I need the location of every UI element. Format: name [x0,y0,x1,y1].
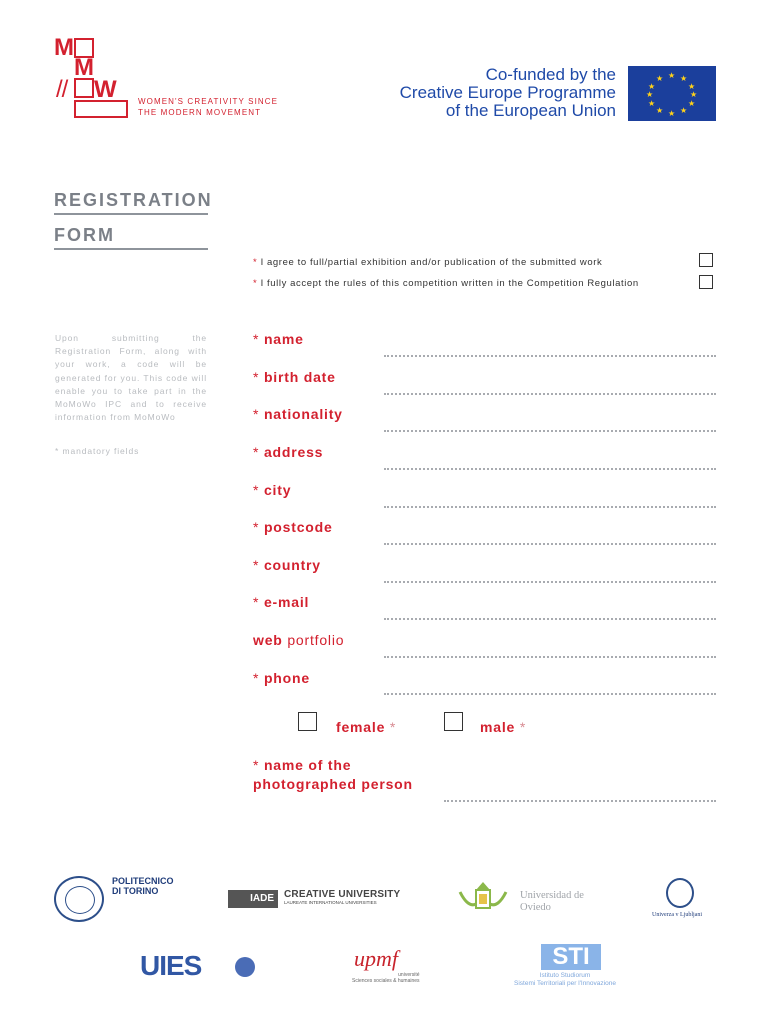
male-label: male * [480,719,527,735]
eu-cofunded-text [380,66,616,120]
asterisk: * [253,257,258,268]
web-portfolio-field[interactable] [384,656,716,658]
female-checkbox[interactable] [298,712,317,731]
email-label: * e-mail [253,594,310,610]
phone-label: * phone [253,670,310,686]
upmf-subtitle: université Sciences sociales & humaines [352,972,420,984]
name-field[interactable] [384,355,716,357]
logo-tagline [138,96,278,118]
eu-flag-icon: ★ ★ ★ ★ ★ ★ ★ ★ ★ ★ ★ ★ [628,66,716,121]
web-portfolio-label: web portfolio [253,632,345,648]
logo-slashes: // [56,76,68,103]
nationality-label: * nationality [253,406,343,422]
sti-logo: STI [541,944,601,970]
form-title-line2: FORM [54,225,115,245]
address-label: * address [253,444,324,460]
logo-letter: M [74,54,93,81]
title-underline [54,248,208,250]
country-field[interactable] [384,581,716,583]
title-underline [54,213,208,215]
oviedo-crest-icon [456,878,510,914]
uties-logo: UIES [140,950,202,981]
momowo-logo [54,34,134,120]
country-label: * country [253,557,321,573]
eu-line: of the European Union [445,101,616,120]
agreement-text: I fully accept the rules of this competition written in the Competition Regulation [260,278,639,289]
email-field[interactable] [384,618,716,620]
accept-rules-checkbox[interactable] [699,275,713,289]
ljubljana-seal-icon [666,878,694,908]
tagline-line: THE MODERN MOVEMENT [138,108,262,117]
registration-note: Upon submitting the Registration Form, along with your work, a code will be generated for you. This code will enable you to take part in the MoMoWo IPC and to receive information from MoMoWo [55,333,207,423]
logo-square [74,100,128,118]
polito-seal-icon [54,876,104,922]
postcode-field[interactable] [384,543,716,545]
photographed-person-field[interactable] [444,800,716,802]
name-label: * name [253,331,304,347]
phone-field[interactable] [384,693,716,695]
agree-exhibition-checkbox[interactable] [699,253,713,267]
birth-date-label: * birth date [253,369,336,385]
creative-university-name: CREATIVE UNIVERSITY LAUREATE INTERNATIONAL UNIVERSITIES [284,889,401,905]
agreement-rules [253,278,639,289]
asterisk: * [253,278,258,289]
postcode-label: * postcode [253,519,333,535]
mandatory-note: * mandatory fields [55,446,140,456]
agreement-exhibition [253,257,602,268]
eu-line: Creative Europe Programme [399,83,616,102]
city-field[interactable] [384,506,716,508]
logo-letter: W [94,76,116,103]
male-checkbox[interactable] [444,712,463,731]
sti-subtitle: Istituto Studiorum Sistemi Territoriali per l'Innovazione [514,972,616,987]
city-label: * city [253,482,292,498]
logo-square [74,78,94,98]
form-title-line1: REGISTRATION [54,190,213,210]
female-label: female * [336,719,397,735]
nationality-field[interactable] [384,430,716,432]
photographed-person-label: * name of the photographed person [253,757,413,792]
birth-date-field[interactable] [384,393,716,395]
agreement-text: I agree to full/partial exhibition and/or publication of the submitted work [260,257,603,268]
tagline-line: WOMEN'S CREATIVITY SINCE [138,97,279,106]
oviedo-name: Universidad de Oviedo [520,890,584,913]
upmf-logo: upmf [354,946,398,971]
address-field[interactable] [384,468,716,470]
logo-letter: M [54,34,73,61]
uties-globe-icon [235,957,255,977]
iade-logo: IADE [228,890,278,908]
ljubljana-name: Univerza v Ljubljani [652,912,702,918]
eu-line: Co-funded by the [485,65,616,84]
polito-name: POLITECNICO DI TORINO [112,876,174,896]
